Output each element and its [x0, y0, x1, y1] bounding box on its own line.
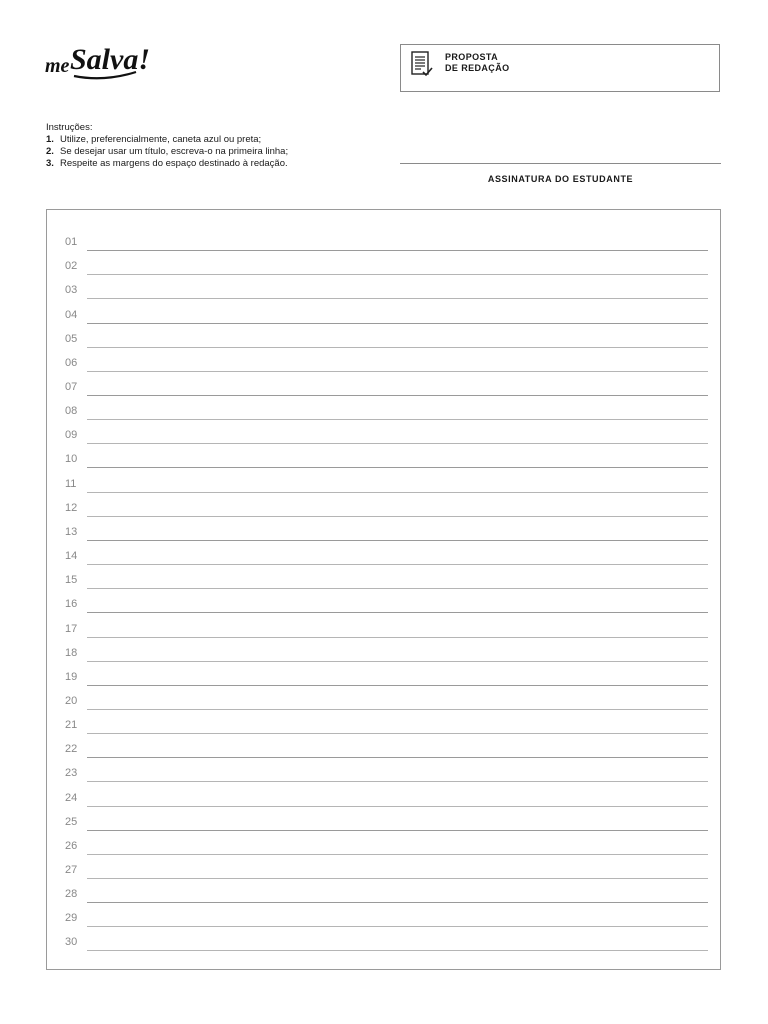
mesalva-logo-mark: [44, 36, 164, 86]
essay-line[interactable]: [47, 324, 720, 348]
instruction-text: Se desejar usar um título, escreva-o na primeira linha;: [60, 146, 289, 157]
instruction-item: [46, 158, 288, 170]
essay-line[interactable]: [47, 444, 720, 468]
essay-line[interactable]: [47, 251, 720, 275]
line-number: 16: [65, 598, 78, 611]
line-number: 11: [65, 477, 77, 490]
instruction-text: Utilize, preferencialmente, caneta azul ou preta;: [60, 134, 262, 145]
essay-line[interactable]: [47, 275, 720, 299]
line-number: 12: [65, 501, 78, 514]
instructions-title: Instruções:: [46, 122, 93, 133]
essay-line[interactable]: [47, 541, 720, 565]
line-number: 27: [65, 864, 78, 877]
document-icon: [410, 51, 434, 79]
essay-line[interactable]: [47, 348, 720, 372]
essay-line[interactable]: [47, 396, 720, 420]
essay-line[interactable]: [47, 758, 720, 782]
essay-line[interactable]: [47, 493, 720, 517]
signature-label: ASSINATURA DO ESTUDANTE: [487, 174, 634, 184]
instruction-item: [46, 146, 288, 158]
essay-line[interactable]: [47, 855, 720, 879]
essay-line[interactable]: [47, 589, 720, 613]
line-number: 26: [65, 839, 78, 852]
essay-writing-area[interactable]: [46, 209, 721, 970]
instructions: [46, 122, 288, 170]
mesalva-logo: [44, 36, 164, 86]
essay-line[interactable]: [47, 831, 720, 855]
line-number: 09: [65, 429, 78, 442]
instruction-number: 3.: [46, 158, 54, 169]
writing-rule: [87, 950, 708, 951]
proposal-label: PROPOSTA DE REDAÇÃO: [445, 52, 510, 73]
line-number: 21: [65, 719, 78, 732]
essay-line[interactable]: [47, 420, 720, 444]
line-number: 19: [65, 670, 78, 683]
essay-line[interactable]: [47, 372, 720, 396]
line-number: 15: [65, 574, 78, 587]
essay-line[interactable]: [47, 469, 720, 493]
instruction-number: 1.: [46, 134, 54, 145]
line-number: 23: [65, 767, 78, 780]
essay-line[interactable]: [47, 565, 720, 589]
line-number: 05: [65, 332, 78, 345]
essay-line[interactable]: [47, 227, 720, 251]
essay-line[interactable]: [47, 903, 720, 927]
instruction-text: Respeite as margens do espaço destinado à redação.: [60, 158, 288, 169]
essay-line[interactable]: [47, 517, 720, 541]
line-number: 20: [65, 694, 78, 707]
line-number: 02: [65, 260, 78, 273]
line-number: 18: [65, 646, 78, 659]
line-number: 01: [65, 236, 78, 249]
line-number: 10: [65, 453, 78, 466]
essay-line[interactable]: [47, 734, 720, 758]
line-number: 30: [65, 936, 78, 949]
line-number: 24: [65, 791, 78, 804]
essay-line[interactable]: [47, 686, 720, 710]
instructions-list: [46, 134, 288, 170]
line-number: 03: [65, 284, 78, 297]
essay-line[interactable]: [47, 613, 720, 637]
instruction-item: [46, 134, 288, 146]
svg-text:me: me: [45, 55, 70, 77]
line-number: 14: [65, 550, 78, 563]
line-number: 08: [65, 405, 78, 418]
proposal-box: [400, 44, 720, 92]
line-number: 29: [65, 912, 78, 925]
line-number: 28: [65, 888, 78, 901]
line-number: 04: [65, 308, 78, 321]
essay-line[interactable]: [47, 879, 720, 903]
essay-line[interactable]: [47, 638, 720, 662]
instruction-number: 2.: [46, 146, 54, 157]
essay-line[interactable]: [47, 710, 720, 734]
line-number: 17: [65, 622, 78, 635]
line-number: 22: [65, 743, 78, 756]
line-number: 25: [65, 815, 78, 828]
svg-text:Salva!: Salva!: [70, 43, 151, 76]
essay-line[interactable]: [47, 927, 720, 951]
signature-line[interactable]: [400, 163, 721, 164]
essay-line[interactable]: [47, 299, 720, 323]
essay-line[interactable]: [47, 807, 720, 831]
essay-line[interactable]: [47, 782, 720, 806]
line-number: 06: [65, 356, 78, 369]
line-number: 07: [65, 381, 78, 394]
essay-line[interactable]: [47, 662, 720, 686]
line-number: 13: [65, 525, 78, 538]
